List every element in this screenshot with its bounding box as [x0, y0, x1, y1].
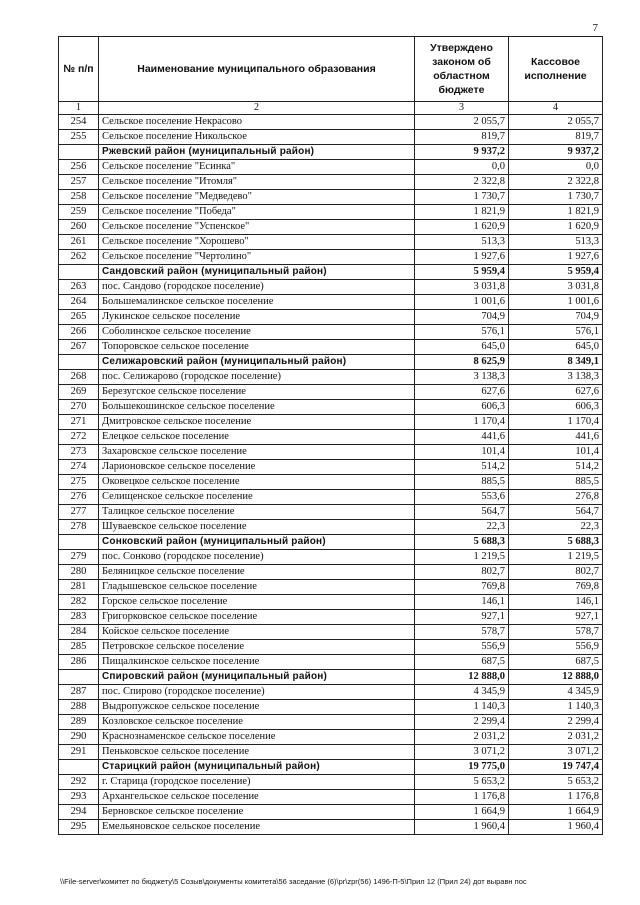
row-name: Талицкое сельское поселение: [99, 505, 415, 520]
row-executed-amount: 276,8: [509, 490, 603, 505]
row-number: 269: [59, 385, 99, 400]
row-approved-amount: 606,3: [415, 400, 509, 415]
row-number: 273: [59, 445, 99, 460]
row-name: Беляницкое сельское поселение: [99, 565, 415, 580]
table-row: [59, 805, 603, 820]
row-name: Спировский район (муниципальный район): [99, 670, 415, 685]
row-executed-amount: 1 001,6: [509, 295, 603, 310]
row-number: 272: [59, 430, 99, 445]
row-number: 277: [59, 505, 99, 520]
row-executed-amount: 576,1: [509, 325, 603, 340]
row-name: Шуваевское сельское поселение: [99, 520, 415, 535]
table-row: [59, 340, 603, 355]
row-name: пос. Сонково (городское поселение): [99, 550, 415, 565]
row-number: [59, 355, 99, 370]
table-row: [59, 745, 603, 760]
table-row: [59, 400, 603, 415]
row-approved-amount: 578,7: [415, 625, 509, 640]
table-row: [59, 580, 603, 595]
row-name: Петровское сельское поселение: [99, 640, 415, 655]
header-approved: Утверждено законом об областном бюджете: [415, 37, 509, 102]
row-approved-amount: 0,0: [415, 160, 509, 175]
row-name: Топоровское сельское поселение: [99, 340, 415, 355]
row-approved-amount: 556,9: [415, 640, 509, 655]
row-approved-amount: 3 138,3: [415, 370, 509, 385]
row-number: 264: [59, 295, 99, 310]
row-name: Емельяновское сельское поселение: [99, 820, 415, 835]
row-approved-amount: 441,6: [415, 430, 509, 445]
row-executed-amount: 101,4: [509, 445, 603, 460]
table-row: [59, 205, 603, 220]
row-number: 260: [59, 220, 99, 235]
row-name: Краснознаменское сельское поселение: [99, 730, 415, 745]
row-executed-amount: 3 031,8: [509, 280, 603, 295]
row-name: Дмитровское сельское поселение: [99, 415, 415, 430]
table-row: [59, 715, 603, 730]
row-executed-amount: 645,0: [509, 340, 603, 355]
row-number: 266: [59, 325, 99, 340]
row-approved-amount: 1 001,6: [415, 295, 509, 310]
row-number: 293: [59, 790, 99, 805]
row-name: г. Старица (городское поселение): [99, 775, 415, 790]
row-number: 287: [59, 685, 99, 700]
row-executed-amount: 606,3: [509, 400, 603, 415]
row-executed-amount: 578,7: [509, 625, 603, 640]
table-body: [59, 115, 603, 835]
row-approved-amount: 2 299,4: [415, 715, 509, 730]
row-number: 257: [59, 175, 99, 190]
row-number: 291: [59, 745, 99, 760]
table-row: [59, 730, 603, 745]
table-row: [59, 430, 603, 445]
row-name: Сельское поселение "Успенское": [99, 220, 415, 235]
row-executed-amount: 802,7: [509, 565, 603, 580]
budget-table: [58, 36, 603, 835]
row-number: [59, 760, 99, 775]
row-number: [59, 535, 99, 550]
row-number: 282: [59, 595, 99, 610]
row-approved-amount: 8 625,9: [415, 355, 509, 370]
row-approved-amount: 12 888,0: [415, 670, 509, 685]
row-number: 284: [59, 625, 99, 640]
row-number: 258: [59, 190, 99, 205]
district-total-row: [59, 670, 603, 685]
table-row: [59, 505, 603, 520]
row-name: Сельское поселение "Итомля": [99, 175, 415, 190]
row-approved-amount: 1 821,9: [415, 205, 509, 220]
row-approved-amount: 514,2: [415, 460, 509, 475]
table-row: [59, 565, 603, 580]
row-name: Гладышевское сельское поселение: [99, 580, 415, 595]
row-executed-amount: 5 959,4: [509, 265, 603, 280]
district-total-row: [59, 145, 603, 160]
row-executed-amount: 556,9: [509, 640, 603, 655]
row-number: 280: [59, 565, 99, 580]
row-executed-amount: 564,7: [509, 505, 603, 520]
row-name: Пеньковское сельское поселение: [99, 745, 415, 760]
column-index: 3: [415, 102, 509, 115]
row-number: [59, 145, 99, 160]
row-executed-amount: 1 140,3: [509, 700, 603, 715]
district-total-row: [59, 535, 603, 550]
row-name: Выдропужское сельское поселение: [99, 700, 415, 715]
row-approved-amount: 1 170,4: [415, 415, 509, 430]
row-number: 278: [59, 520, 99, 535]
row-executed-amount: 3 138,3: [509, 370, 603, 385]
header-name: Наименование муниципального образования: [99, 37, 415, 102]
row-executed-amount: 441,6: [509, 430, 603, 445]
table-row: [59, 280, 603, 295]
row-executed-amount: 1 960,4: [509, 820, 603, 835]
row-executed-amount: 5 688,3: [509, 535, 603, 550]
column-index: 1: [59, 102, 99, 115]
row-name: Сельское поселение "Есинка": [99, 160, 415, 175]
row-executed-amount: 1 176,8: [509, 790, 603, 805]
row-approved-amount: 1 140,3: [415, 700, 509, 715]
table-row: [59, 385, 603, 400]
row-executed-amount: 9 937,2: [509, 145, 603, 160]
row-approved-amount: 627,6: [415, 385, 509, 400]
row-name: Елецкое сельское поселение: [99, 430, 415, 445]
row-name: Козловское сельское поселение: [99, 715, 415, 730]
row-approved-amount: 1 176,8: [415, 790, 509, 805]
row-number: 281: [59, 580, 99, 595]
row-executed-amount: 1 219,5: [509, 550, 603, 565]
row-name: Оковецкое сельское поселение: [99, 475, 415, 490]
row-approved-amount: 553,6: [415, 490, 509, 505]
table-row: [59, 190, 603, 205]
row-name: пос. Селижарово (городское поселение): [99, 370, 415, 385]
row-name: Селищенское сельское поселение: [99, 490, 415, 505]
column-index: 2: [99, 102, 415, 115]
row-approved-amount: 927,1: [415, 610, 509, 625]
row-executed-amount: 2 299,4: [509, 715, 603, 730]
table-row: [59, 520, 603, 535]
row-number: 265: [59, 310, 99, 325]
footer-file-path: \\File-server\комитет по бюджету\5 Созыв\документы комитета\56 заседание (6)\pr\zpr(56) 1496-П-5\Прил 12 (Прил 24) дот выравн пос: [60, 877, 527, 886]
row-executed-amount: 687,5: [509, 655, 603, 670]
row-number: 276: [59, 490, 99, 505]
row-approved-amount: 9 937,2: [415, 145, 509, 160]
row-number: 289: [59, 715, 99, 730]
row-executed-amount: 769,8: [509, 580, 603, 595]
row-name: Койское сельское поселение: [99, 625, 415, 640]
row-name: Березугское сельское поселение: [99, 385, 415, 400]
row-executed-amount: 819,7: [509, 130, 603, 145]
row-approved-amount: 1 730,7: [415, 190, 509, 205]
row-name: пос. Спирово (городское поселение): [99, 685, 415, 700]
row-number: 259: [59, 205, 99, 220]
row-approved-amount: 4 345,9: [415, 685, 509, 700]
row-approved-amount: 1 664,9: [415, 805, 509, 820]
row-name: Лукинское сельское поселение: [99, 310, 415, 325]
row-executed-amount: 5 653,2: [509, 775, 603, 790]
row-executed-amount: 8 349,1: [509, 355, 603, 370]
table-row: [59, 160, 603, 175]
row-number: 290: [59, 730, 99, 745]
row-executed-amount: 146,1: [509, 595, 603, 610]
row-approved-amount: 146,1: [415, 595, 509, 610]
column-index: 4: [509, 102, 603, 115]
row-approved-amount: 5 688,3: [415, 535, 509, 550]
table-row: [59, 250, 603, 265]
row-number: 270: [59, 400, 99, 415]
row-executed-amount: 2 322,8: [509, 175, 603, 190]
row-approved-amount: 2 322,8: [415, 175, 509, 190]
table-row: [59, 790, 603, 805]
row-number: 268: [59, 370, 99, 385]
row-executed-amount: 4 345,9: [509, 685, 603, 700]
row-executed-amount: 19 747,4: [509, 760, 603, 775]
row-approved-amount: 1 219,5: [415, 550, 509, 565]
row-executed-amount: 12 888,0: [509, 670, 603, 685]
row-executed-amount: 885,5: [509, 475, 603, 490]
row-name: Соболинское сельское поселение: [99, 325, 415, 340]
row-executed-amount: 927,1: [509, 610, 603, 625]
row-name: Большемалинское сельское поселение: [99, 295, 415, 310]
row-approved-amount: 564,7: [415, 505, 509, 520]
row-approved-amount: 769,8: [415, 580, 509, 595]
table-row: [59, 655, 603, 670]
row-executed-amount: 1 620,9: [509, 220, 603, 235]
row-executed-amount: 1 664,9: [509, 805, 603, 820]
row-name: Сельское поселение Никольское: [99, 130, 415, 145]
row-executed-amount: 514,2: [509, 460, 603, 475]
table-row: [59, 490, 603, 505]
table-row: [59, 460, 603, 475]
table-row: [59, 550, 603, 565]
row-approved-amount: 101,4: [415, 445, 509, 460]
row-name: Сельское поселение "Чертолино": [99, 250, 415, 265]
row-number: [59, 265, 99, 280]
district-total-row: [59, 265, 603, 280]
row-name: Большекошинское сельское поселение: [99, 400, 415, 415]
table-row: [59, 445, 603, 460]
header-executed: Кассовое исполнение: [509, 37, 603, 102]
row-executed-amount: 1 730,7: [509, 190, 603, 205]
row-number: 292: [59, 775, 99, 790]
row-number: 255: [59, 130, 99, 145]
row-name: Ларионовское сельское поселение: [99, 460, 415, 475]
row-approved-amount: 513,3: [415, 235, 509, 250]
row-name: Пищалкинское сельское поселение: [99, 655, 415, 670]
table-row: [59, 235, 603, 250]
table-row: [59, 640, 603, 655]
row-name: Сельское поселение "Медведево": [99, 190, 415, 205]
row-name: Сельское поселение Некрасово: [99, 115, 415, 130]
row-approved-amount: 2 031,2: [415, 730, 509, 745]
table-row: [59, 415, 603, 430]
row-number: 283: [59, 610, 99, 625]
row-executed-amount: 2 055,7: [509, 115, 603, 130]
row-approved-amount: 1 960,4: [415, 820, 509, 835]
table-row: [59, 310, 603, 325]
row-number: 275: [59, 475, 99, 490]
row-approved-amount: 2 055,7: [415, 115, 509, 130]
row-name: Сандовский район (муниципальный район): [99, 265, 415, 280]
row-executed-amount: 513,3: [509, 235, 603, 250]
row-approved-amount: 802,7: [415, 565, 509, 580]
row-number: 254: [59, 115, 99, 130]
row-number: 295: [59, 820, 99, 835]
row-number: 279: [59, 550, 99, 565]
district-total-row: [59, 760, 603, 775]
row-executed-amount: 704,9: [509, 310, 603, 325]
row-executed-amount: 3 071,2: [509, 745, 603, 760]
row-number: 261: [59, 235, 99, 250]
table-row: [59, 610, 603, 625]
row-executed-amount: 0,0: [509, 160, 603, 175]
row-name: Старицкий район (муниципальный район): [99, 760, 415, 775]
row-executed-amount: 627,6: [509, 385, 603, 400]
row-name: Сонковский район (муниципальный район): [99, 535, 415, 550]
row-approved-amount: 5 959,4: [415, 265, 509, 280]
row-approved-amount: 19 775,0: [415, 760, 509, 775]
table-row: [59, 175, 603, 190]
district-total-row: [59, 355, 603, 370]
row-name: Сельское поселение "Хорошево": [99, 235, 415, 250]
table-row: [59, 700, 603, 715]
table-row: [59, 130, 603, 145]
row-number: 263: [59, 280, 99, 295]
table-row: [59, 295, 603, 310]
table-row: [59, 775, 603, 790]
row-approved-amount: 687,5: [415, 655, 509, 670]
table-header-row: [59, 37, 603, 102]
table-row: [59, 325, 603, 340]
row-approved-amount: 5 653,2: [415, 775, 509, 790]
row-executed-amount: 2 031,2: [509, 730, 603, 745]
row-approved-amount: 819,7: [415, 130, 509, 145]
table-row: [59, 220, 603, 235]
row-executed-amount: 1 821,9: [509, 205, 603, 220]
table-row: [59, 625, 603, 640]
column-index-row: [59, 102, 603, 115]
row-name: Григорковское сельское поселение: [99, 610, 415, 625]
row-approved-amount: 645,0: [415, 340, 509, 355]
row-number: 274: [59, 460, 99, 475]
row-number: 271: [59, 415, 99, 430]
row-approved-amount: 3 031,8: [415, 280, 509, 295]
row-number: 288: [59, 700, 99, 715]
row-number: 286: [59, 655, 99, 670]
row-name: Архангельское сельское поселение: [99, 790, 415, 805]
row-approved-amount: 576,1: [415, 325, 509, 340]
row-name: Селижаровский район (муниципальный район): [99, 355, 415, 370]
row-approved-amount: 1 620,9: [415, 220, 509, 235]
row-name: Берновское сельское поселение: [99, 805, 415, 820]
header-num: № п/п: [59, 37, 99, 102]
row-approved-amount: 704,9: [415, 310, 509, 325]
table-row: [59, 595, 603, 610]
row-name: пос. Сандово (городское поселение): [99, 280, 415, 295]
row-executed-amount: 1 927,6: [509, 250, 603, 265]
table-row: [59, 370, 603, 385]
page-number: 7: [592, 22, 598, 34]
row-approved-amount: 885,5: [415, 475, 509, 490]
row-number: 294: [59, 805, 99, 820]
row-name: Захаровское сельское поселение: [99, 445, 415, 460]
row-executed-amount: 1 170,4: [509, 415, 603, 430]
row-number: 256: [59, 160, 99, 175]
row-number: 262: [59, 250, 99, 265]
row-approved-amount: 22,3: [415, 520, 509, 535]
row-approved-amount: 1 927,6: [415, 250, 509, 265]
row-approved-amount: 3 071,2: [415, 745, 509, 760]
row-number: 285: [59, 640, 99, 655]
row-name: Ржевский район (муниципальный район): [99, 145, 415, 160]
table-row: [59, 115, 603, 130]
row-name: Горское сельское поселение: [99, 595, 415, 610]
table-row: [59, 685, 603, 700]
row-executed-amount: 22,3: [509, 520, 603, 535]
table-row: [59, 475, 603, 490]
row-number: 267: [59, 340, 99, 355]
table-row: [59, 820, 603, 835]
row-name: Сельское поселение "Победа": [99, 205, 415, 220]
row-number: [59, 670, 99, 685]
